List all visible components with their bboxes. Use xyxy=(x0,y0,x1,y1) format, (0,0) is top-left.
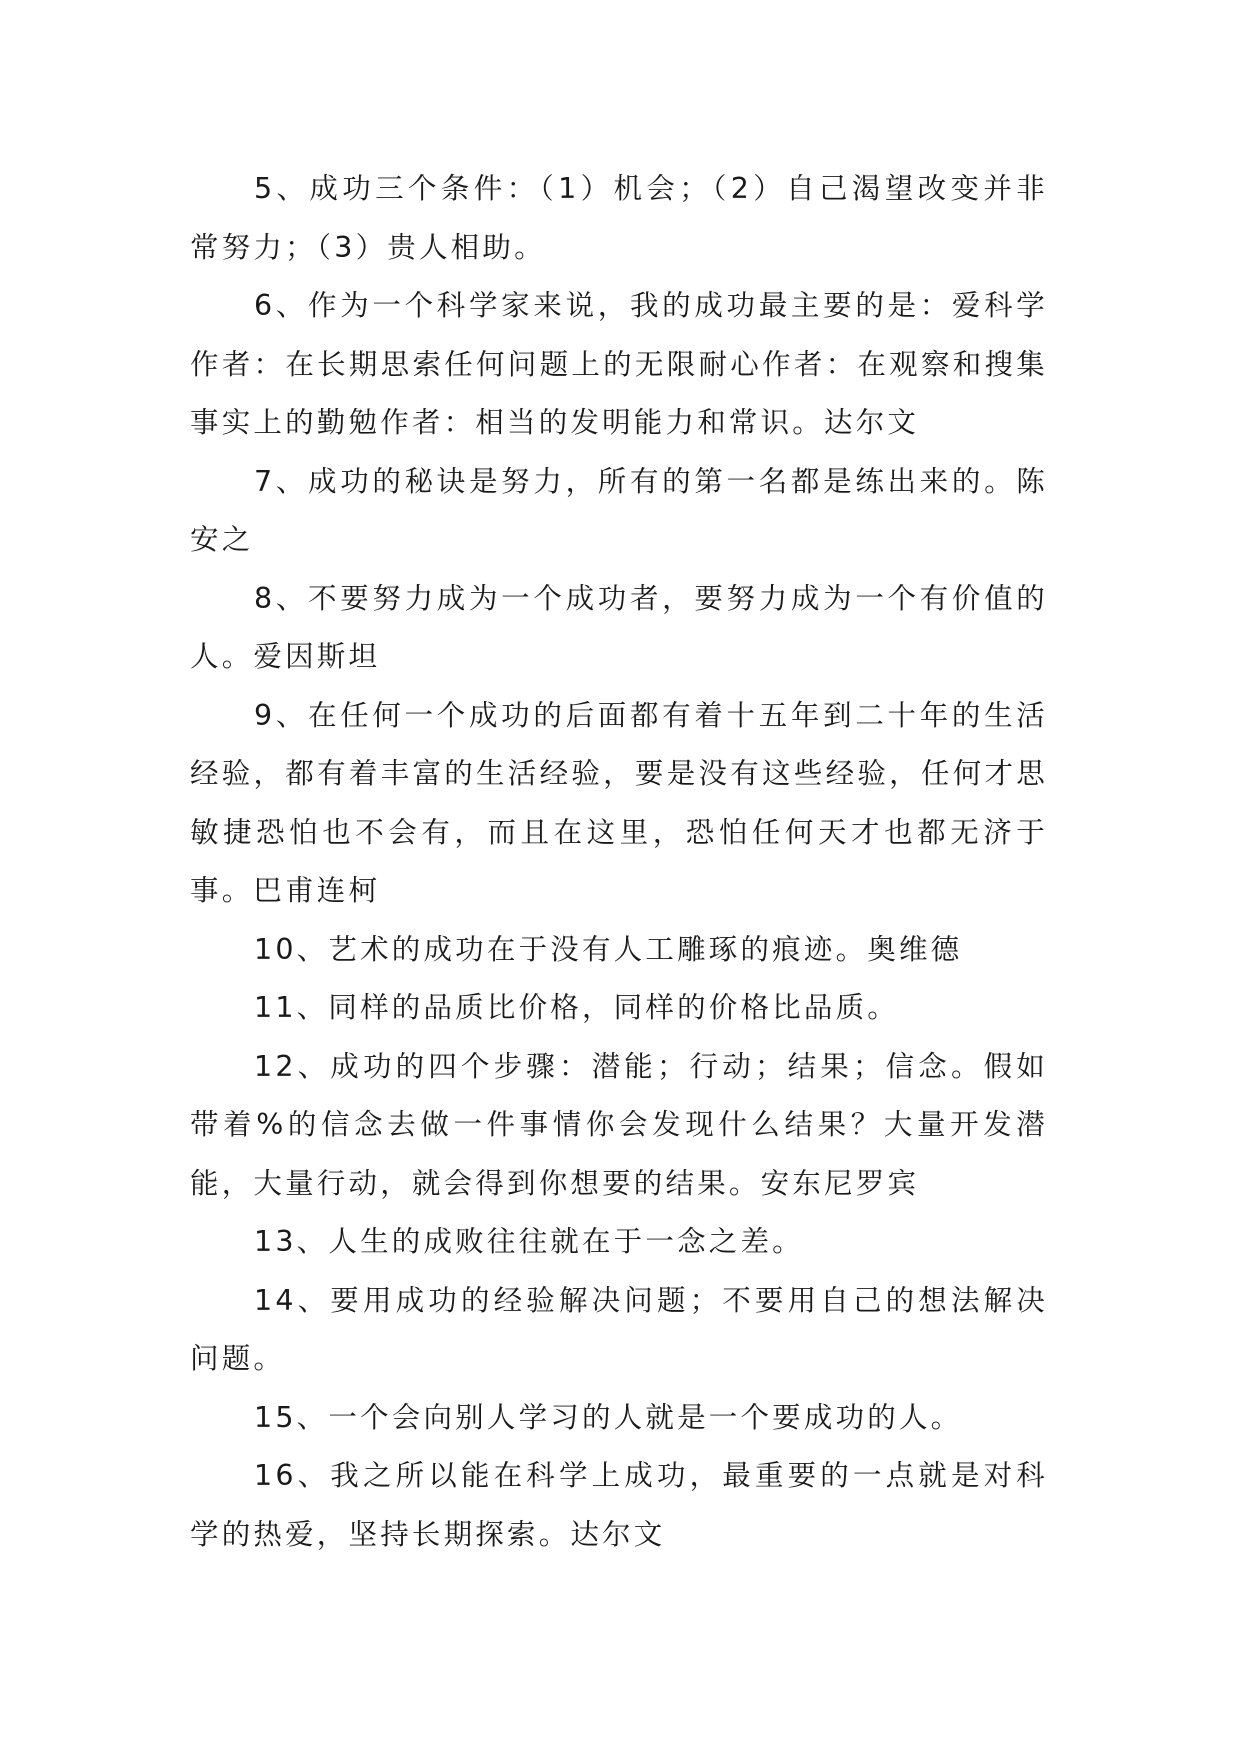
document-body xyxy=(190,160,1048,1564)
paragraph-12: 12、成功的四个步骤：潜能；行动；结果；信念。假如带着%的信念去做一件事情你会发现什么结果？大量开发潜能，大量行动，就会得到你想要的结果。安东尼罗宾 xyxy=(190,1049,1048,1200)
paragraph-14: 14、要用成功的经验解决问题；不要用自己的想法解决问题。 xyxy=(190,1283,1048,1375)
paragraph-15: 15、一个会向别人学习的人就是一个要成功的人。 xyxy=(254,1400,963,1434)
paragraph-10: 10、艺术的成功在于没有人工雕琢的痕迹。奥维德 xyxy=(254,932,963,966)
paragraph-13: 13、人生的成败往往就在于一念之差。 xyxy=(254,1225,804,1258)
paragraph-8: 8、不要努力成为一个成功者，要努力成为一个有价值的人。爱因斯坦 xyxy=(190,581,1048,673)
paragraph-7: 7、成功的秘诀是努力，所有的第一名都是练出来的。陈安之 xyxy=(190,464,1048,556)
paragraph-16: 16、我之所以能在科学上成功，最重要的一点就是对科学的热爱，坚持长期探索。达尔文 xyxy=(190,1459,1048,1551)
paragraph-11: 11、同样的品质比价格，同样的价格比品质。 xyxy=(254,991,899,1024)
paragraph-6: 6、作为一个科学家来说，我的成功最主要的是：爱科学作者：在长期思索任何问题上的无限耐心作者：在观察和搜集事实上的勤勉作者：相当的发明能力和常识。达尔文 xyxy=(190,289,1048,439)
paragraph-9: 9、在任何一个成功的后面都有着十五年到二十年的生活经验，都有着丰富的生活经验，要是没有这些经验，任何才思敏捷恐怕也不会有，而且在这里，恐怕任何天才也都无济于事。巴甫连柯 xyxy=(190,698,1048,907)
paragraph-5: 5、成功三个条件：（1）机会；（2）自己渴望改变并非常努力；（3）贵人相助。 xyxy=(190,172,1048,264)
